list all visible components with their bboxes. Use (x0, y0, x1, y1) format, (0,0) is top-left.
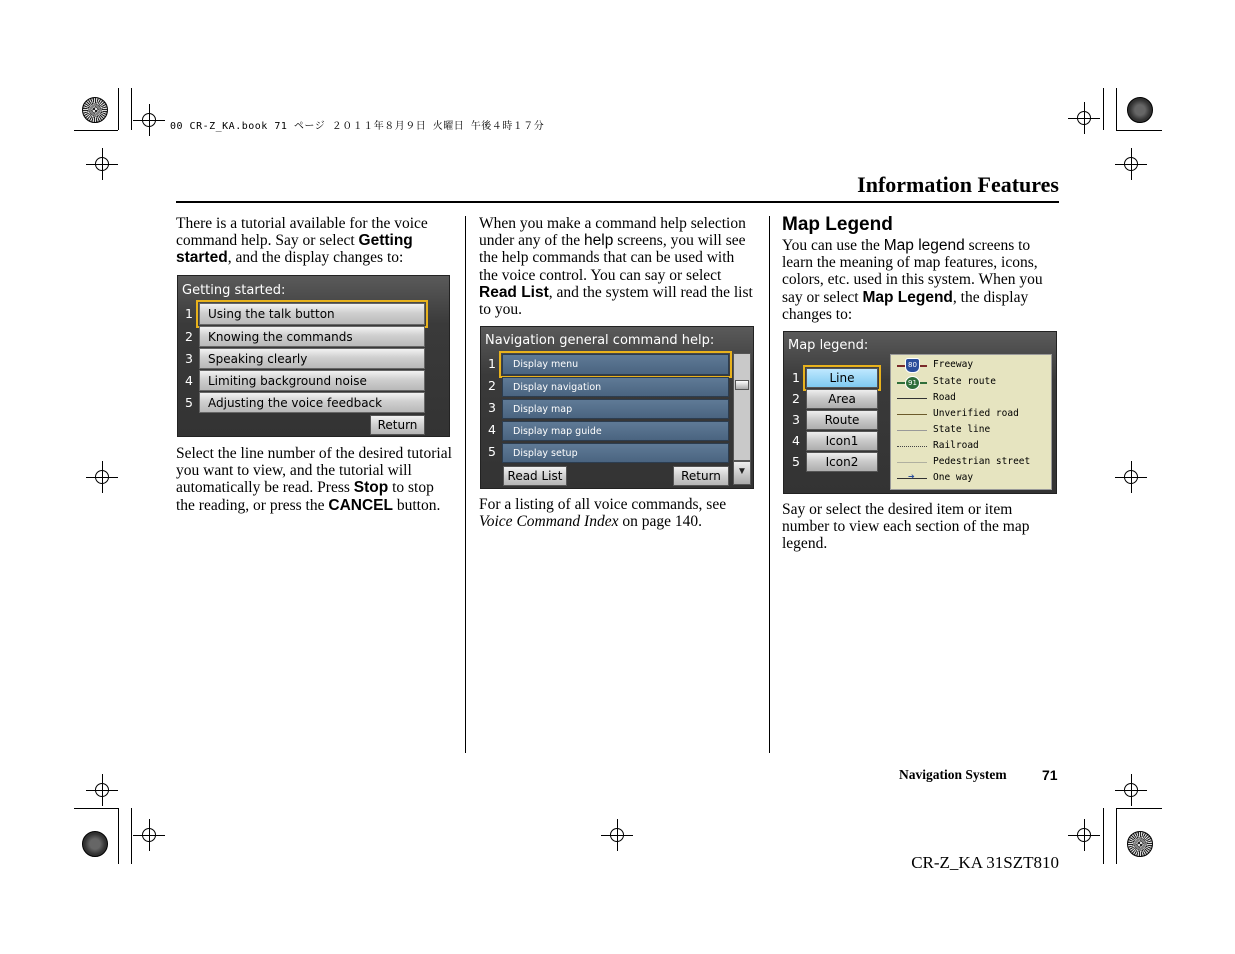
legend-label-freeway: Freeway (933, 359, 974, 370)
map-legend-keyword: Map Legend (862, 288, 953, 306)
row-number: 4 (185, 373, 193, 388)
legend-tab-route[interactable]: Route (806, 410, 878, 430)
col1-instructions (176, 445, 454, 514)
column-divider (465, 216, 466, 753)
scroll-down-icon[interactable]: ▼ (733, 461, 751, 485)
col1-intro (176, 215, 452, 267)
row-number: 5 (185, 395, 193, 410)
legend-label-pedestrian-street: Pedestrian street (933, 456, 1031, 467)
scrollbar-thumb[interactable] (735, 380, 749, 390)
row-number: 1 (792, 370, 800, 385)
screen-title: Getting started: (182, 283, 286, 298)
help-item-display-menu[interactable]: Display menu (502, 354, 729, 375)
help-item-display-map-guide[interactable]: Display map guide (502, 421, 729, 441)
col2-intro (479, 215, 755, 318)
getting-started-keyword: Getting started (176, 232, 413, 267)
screen-title: Map legend: (788, 338, 869, 353)
read-list-keyword: Read List (479, 283, 549, 301)
state-route-shield-icon: 91 (905, 376, 920, 390)
screen-title: Navigation general command help: (485, 333, 715, 348)
one-way-arrow-icon: ➔ (908, 472, 915, 481)
col3-intro-text-mid: screens to learn the meaning of map features, icons, colors, etc. used in this system. When you say or select (782, 237, 1043, 306)
registration-crosshair-icon (142, 828, 156, 842)
row-number: 5 (792, 454, 800, 469)
registration-crosshair-icon (95, 783, 109, 797)
legend-tab-line[interactable]: Line (806, 368, 878, 388)
return-button[interactable]: Return (673, 466, 729, 486)
return-button[interactable]: Return (370, 415, 425, 435)
col2-intro-text-mid: screens, you will see the help commands that can be used with the voice control. You can say or select (479, 232, 746, 284)
railroad-line (897, 446, 927, 447)
pedestrian-street-line (897, 462, 927, 463)
legend-tab-icon1[interactable]: Icon1 (806, 431, 878, 451)
col1-instr-text: Select the line number of the desired tutorial you want to view, and the tutorial will automatically be read. Press (176, 445, 452, 497)
registration-crosshair-icon (95, 470, 109, 484)
row-number: 1 (488, 356, 496, 371)
legend-label-state-line: State line (933, 424, 991, 435)
cancel-keyword: CANCEL (328, 496, 393, 514)
registration-crosshair-icon (1124, 157, 1138, 171)
legend-tab-area[interactable]: Area (806, 389, 878, 409)
legend-label-railroad: Railroad (933, 440, 979, 451)
col3-intro (782, 237, 1060, 323)
col1-instr-text-mid: to stop the reading, or press the (176, 479, 434, 514)
page-number: 71 (1042, 767, 1058, 783)
legend-label-road: Road (933, 392, 956, 403)
registration-crosshair-icon (610, 828, 624, 842)
col3-footnote: Say or select the desired item or item number to view each section of the map legend. (782, 501, 1030, 553)
title-rule (176, 201, 1059, 203)
road-line (897, 398, 927, 399)
help-item-display-map[interactable]: Display map (502, 399, 729, 419)
map-legend-ui-term: Map legend (883, 237, 965, 254)
map-legend-heading: Map Legend (782, 214, 893, 235)
legend-tab-icon2[interactable]: Icon2 (806, 452, 878, 472)
registration-crosshair-icon (142, 113, 156, 127)
row-number: 3 (185, 351, 193, 366)
col1-intro-text-end: , and the display changes to: (227, 249, 404, 267)
getting-started-screen (177, 275, 450, 437)
registration-crosshair-icon (1124, 783, 1138, 797)
row-number: 3 (792, 412, 800, 427)
row-number: 4 (488, 422, 496, 437)
col2-footnote-text-end: on page 140. (618, 513, 702, 531)
col2-footnote-text: For a listing of all voice commands, see (479, 496, 727, 513)
col2-intro-text-end: , and the system will read the list to you. (479, 283, 753, 319)
read-list-button[interactable]: Read List (503, 466, 567, 486)
state-line-line (897, 430, 927, 431)
tutorial-item-speaking[interactable]: Speaking clearly (199, 348, 425, 369)
registration-crosshair-icon (95, 157, 109, 171)
row-number: 4 (792, 433, 800, 448)
stop-keyword: Stop (353, 479, 389, 497)
legend-label-unverified-road: Unverified road (933, 408, 1019, 419)
registration-starburst-icon (1127, 831, 1153, 857)
row-number: 2 (488, 378, 496, 393)
col3-intro-text: You can use the (782, 237, 884, 254)
row-number: 1 (185, 306, 193, 321)
row-number: 5 (488, 444, 496, 459)
row-number: 2 (185, 329, 193, 344)
print-meta: 00 CR-Z_KA.book 71 ページ ２０１１年８月９日 火曜日 午後４時１７分 (170, 121, 545, 132)
column-divider (769, 216, 770, 753)
col2-intro-text: When you make a command help selection under any of the (479, 215, 746, 250)
tutorial-item-commands[interactable]: Knowing the commands (199, 326, 425, 347)
map-legend-screen (783, 331, 1057, 494)
footer-nav-label: Navigation System (899, 767, 1007, 782)
registration-crosshair-icon (1077, 828, 1091, 842)
command-help-screen (480, 326, 754, 489)
help-item-display-setup[interactable]: Display setup (502, 443, 729, 463)
registration-crosshair-icon (1124, 470, 1138, 484)
interstate-shield-icon: 80 (905, 358, 920, 373)
unverified-road-line (897, 414, 927, 415)
legend-label-one-way: One way (933, 472, 974, 483)
voice-command-index-ref[interactable]: Voice Command Index (479, 513, 619, 531)
legend-panel (890, 354, 1052, 490)
help-ui-term: help (584, 232, 614, 250)
registration-starburst-icon (82, 97, 108, 123)
scrollbar-track[interactable] (733, 353, 751, 461)
help-item-display-navigation[interactable]: Display navigation (502, 377, 729, 397)
col2-footnote (479, 496, 757, 530)
col1-instr-text-end: button. (392, 496, 441, 514)
registration-crosshair-icon (1077, 111, 1091, 125)
legend-label-state-route: State route (933, 376, 996, 387)
registration-starburst-icon (1127, 97, 1153, 123)
tutorial-item-noise[interactable]: Limiting background noise (199, 370, 425, 391)
document-code: CR-Z_KA 31SZT810 (911, 853, 1059, 872)
tutorial-item-talk-button[interactable]: Using the talk button (199, 303, 425, 325)
section-title: Information Features (857, 172, 1059, 197)
row-number: 3 (488, 400, 496, 415)
row-number: 2 (792, 391, 800, 406)
col1-intro-text: There is a tutorial available for the voice command help. Say or select (176, 215, 428, 250)
col3-intro-text-end: , the display changes to: (782, 288, 1029, 323)
tutorial-item-feedback[interactable]: Adjusting the voice feedback (199, 392, 425, 413)
registration-starburst-icon (82, 831, 108, 857)
